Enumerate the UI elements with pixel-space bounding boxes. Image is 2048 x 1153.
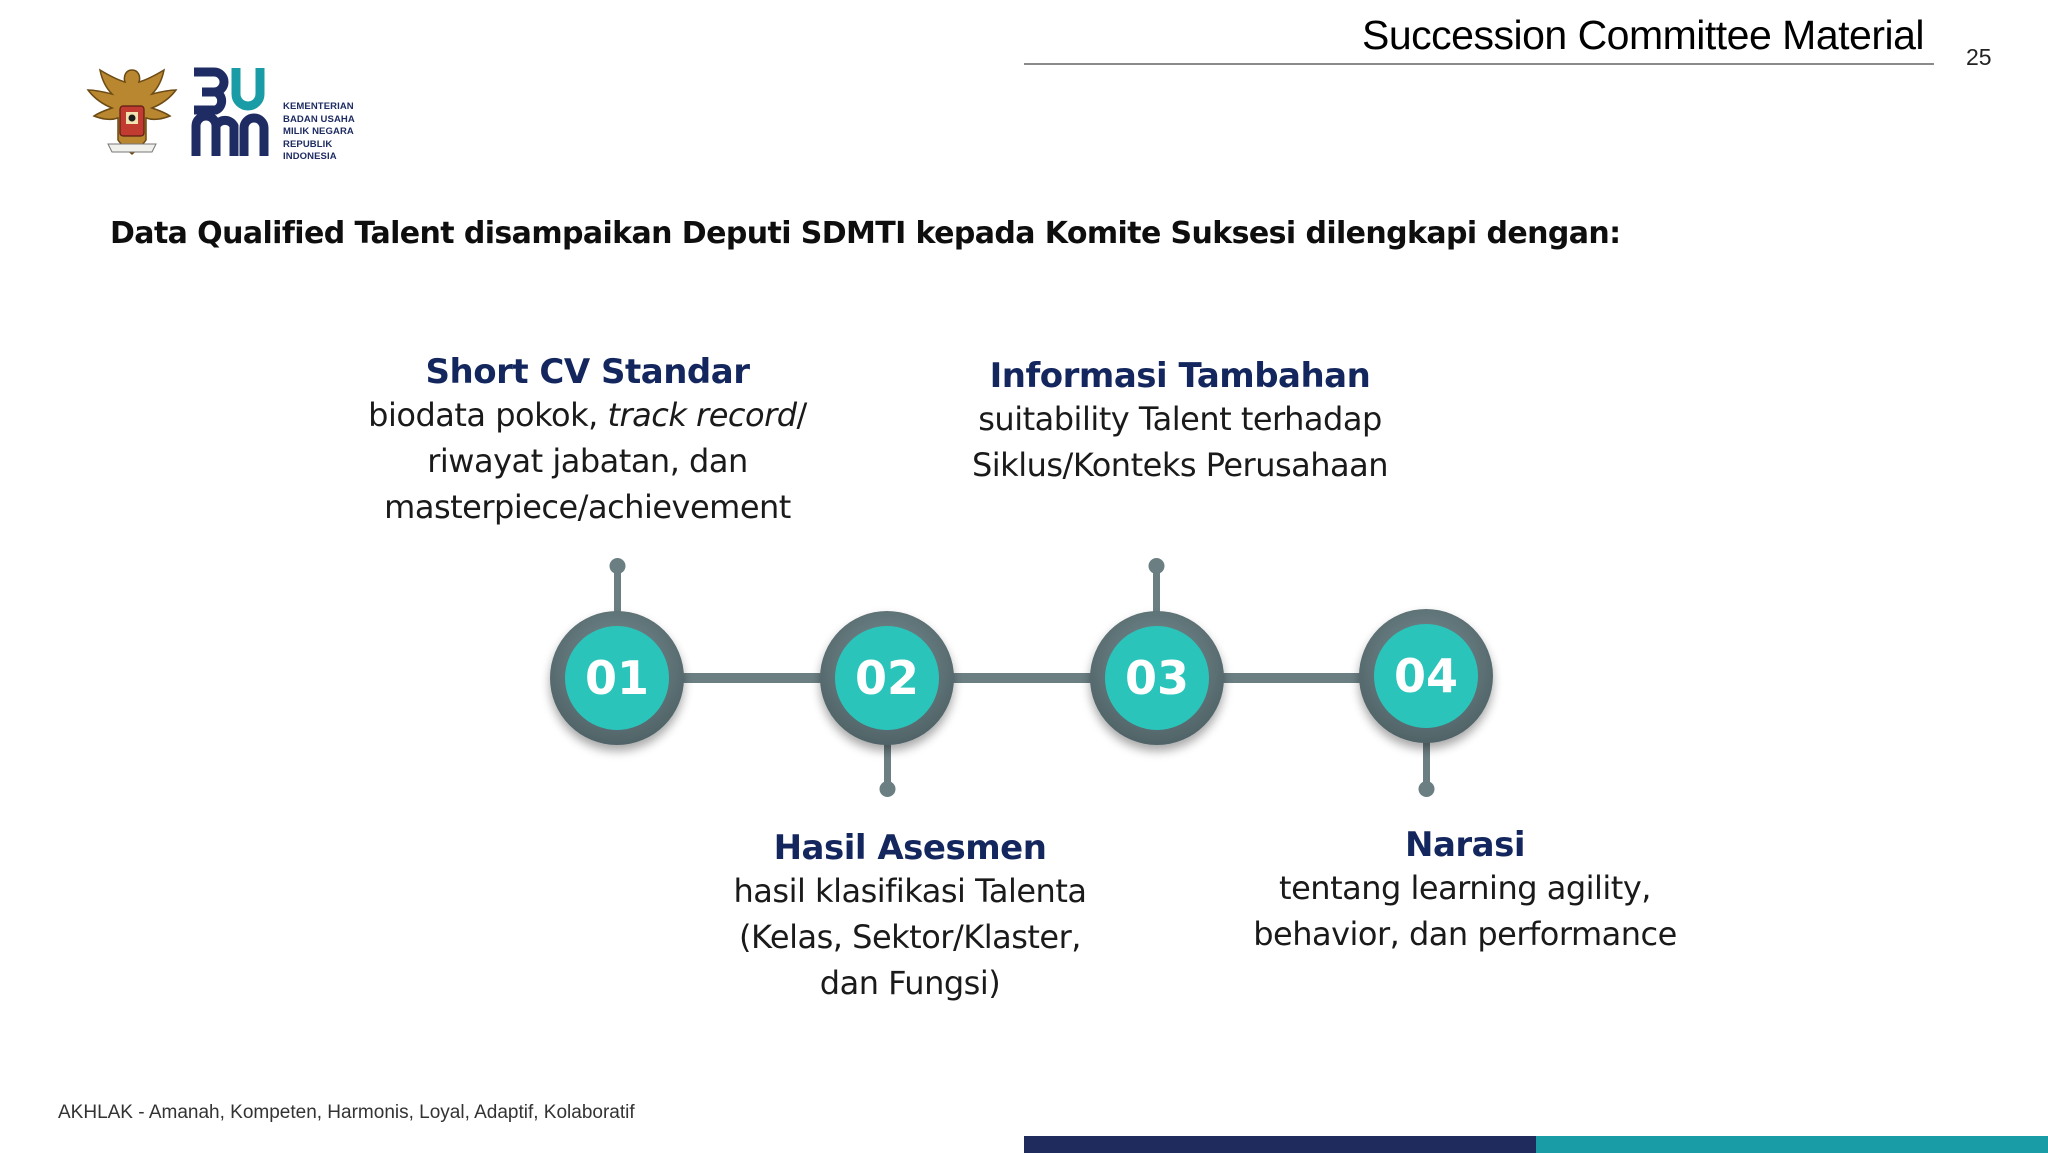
step-04-description: tentang learning agility, behavior, dan performance <box>1253 869 1677 953</box>
step-03-number: 03 <box>1124 651 1189 705</box>
step-03-description: suitability Talent terhadap Siklus/Konteks Perusahaan <box>971 400 1389 484</box>
ministry-name: KEMENTERIAN BADAN USAHA MILIK NEGARA REPUBLIK INDONESIA <box>283 101 355 163</box>
footer-values-text: AKHLAK - Amanah, Kompeten, Harmonis, Loyal, Adaptif, Kolaboratif <box>58 1102 635 1123</box>
step-01-stem <box>610 558 626 618</box>
step-01-title: Short CV Standar <box>425 352 750 392</box>
step-02-number: 02 <box>854 651 919 705</box>
step-01-number: 01 <box>584 651 649 705</box>
step-03-stem <box>1149 558 1165 618</box>
step-02-text <box>660 828 1160 1006</box>
header-title: Succession Committee Material <box>1362 12 1924 58</box>
intro-heading: Data Qualified Talent disampaikan Deputi SDMTI kepada Komite Suksesi dilengkapi dengan: <box>110 216 1621 251</box>
step-03-text <box>940 356 1420 488</box>
step-01-description: biodata pokok, track record/ riwayat jabatan, dan masterpiece/achievement <box>368 396 807 526</box>
footer-bar-teal <box>1536 1136 2048 1153</box>
step-02-stem <box>880 742 896 797</box>
step-04-number: 04 <box>1393 649 1458 703</box>
step-03-title: Informasi Tambahan <box>989 356 1371 396</box>
page-number: 25 <box>1966 44 1992 70</box>
step-04-title: Narasi <box>1404 825 1525 865</box>
timeline-connector <box>617 673 1427 683</box>
step-02-title: Hasil Asesmen <box>773 828 1047 868</box>
step-04-text <box>1215 825 1715 957</box>
footer-bar-navy <box>1024 1136 1536 1153</box>
step-04-stem <box>1419 742 1435 797</box>
step-01-text <box>345 352 830 530</box>
step-02-description: hasil klasifikasi Talenta (Kelas, Sektor/Klaster, dan Fungsi) <box>733 872 1087 1002</box>
